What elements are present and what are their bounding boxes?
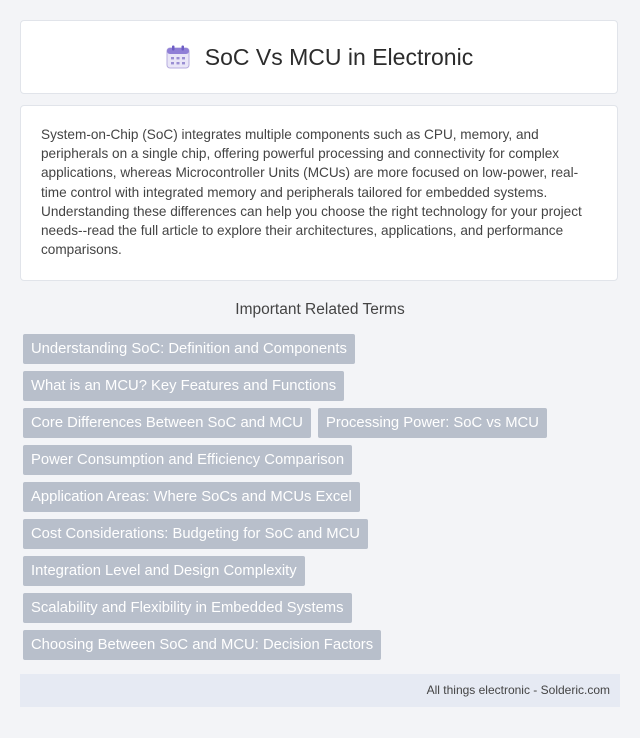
- terms-row: [23, 556, 623, 586]
- terms-row: [23, 519, 623, 549]
- related-term-tag[interactable]: Integration Level and Design Complexity: [23, 556, 305, 586]
- page-header: [20, 20, 618, 94]
- related-term-tag[interactable]: Core Differences Between SoC and MCU: [23, 408, 311, 438]
- footer: [20, 674, 620, 707]
- terms-row: [23, 371, 623, 401]
- terms-row: [23, 334, 623, 364]
- related-term-tag[interactable]: Application Areas: Where SoCs and MCUs Excel: [23, 482, 360, 512]
- related-term-tag[interactable]: What is an MCU? Key Features and Functions: [23, 371, 344, 401]
- terms-row: [23, 630, 623, 660]
- terms-row: [23, 482, 623, 512]
- page-title: SoC Vs MCU in Electronic: [204, 43, 474, 70]
- footer-text: All things electronic - Solderic.com: [426, 683, 610, 697]
- related-term-tag[interactable]: Cost Considerations: Budgeting for SoC and MCU: [23, 519, 368, 549]
- related-terms-list: [23, 334, 623, 667]
- related-term-tag[interactable]: Understanding SoC: Definition and Components: [23, 334, 355, 364]
- terms-row: [23, 593, 623, 623]
- related-term-tag[interactable]: Power Consumption and Efficiency Comparison: [23, 445, 352, 475]
- summary-text: System-on-Chip (SoC) integrates multiple components such as CPU, memory, and peripherals on a single chip, offering powerful processing and connectivity for complex applications, whereas Microcontroller Units (MCUs) are more focused on low-power, real-time control with integrated memory and peripherals tailored for embedded systems. Understanding these differences can help you choose the right technology for your project needs--read the full article to explore their architectures, applications, and performance comparisons.: [20, 105, 618, 281]
- calendar-icon: [165, 44, 191, 70]
- related-term-tag[interactable]: Scalability and Flexibility in Embedded Systems: [23, 593, 352, 623]
- terms-row: [23, 445, 623, 475]
- related-terms-heading: Important Related Terms: [235, 301, 405, 318]
- terms-row: [23, 408, 623, 438]
- related-term-tag[interactable]: Choosing Between SoC and MCU: Decision Factors: [23, 630, 381, 660]
- related-term-tag[interactable]: Processing Power: SoC vs MCU: [318, 408, 547, 438]
